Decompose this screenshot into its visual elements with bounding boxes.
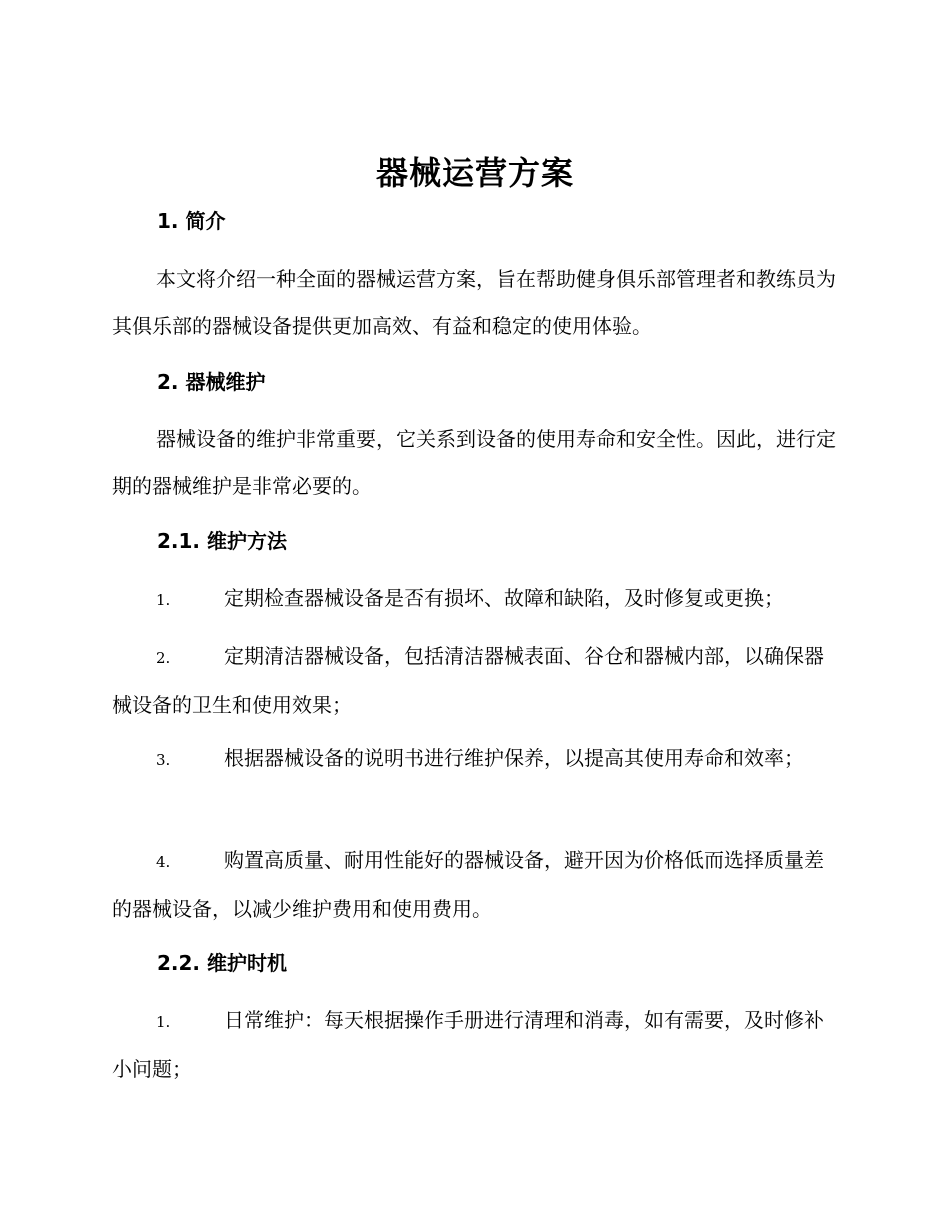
section-heading-timing: 2.2. 维护时机: [157, 951, 287, 975]
list-item-number: 2.: [156, 649, 171, 667]
intro-paragraph: 本文将介绍一种全面的器械运营方案，旨在帮助健身俱乐部管理者和教练员为其俱乐部的器械设备提供更加高效、有益和稳定的使用体验。: [112, 267, 836, 338]
list-item-number: 4.: [156, 853, 171, 871]
list-item-text: 根据器械设备的说明书进行维护保养，以提高其使用寿命和效率；: [224, 746, 804, 770]
section-heading-intro: 1. 简介: [157, 209, 226, 233]
list-item-number: 3.: [156, 751, 171, 769]
list-item-text: 定期清洁器械设备，包括清洁器械表面、谷仓和器械内部，以确保器械设备的卫生和使用效果；: [112, 644, 824, 717]
list-item: [112, 837, 842, 933]
list-item: [112, 633, 842, 729]
list-item-number: 1.: [156, 591, 171, 609]
list-item-text: 购置高质量、耐用性能好的器械设备，避开因为价格低而选择质量差的器械设备，以减少维护费用和使用费用。: [112, 848, 824, 921]
list-item-number: 1.: [156, 1013, 171, 1031]
list-item-text: 日常维护：每天根据操作手册进行清理和消毒，如有需要，及时修补小问题；: [112, 1008, 824, 1081]
page-title: 器械运营方案: [375, 154, 574, 192]
list-item: [112, 735, 842, 784]
section-heading-maintenance: 2. 器械维护: [157, 370, 266, 394]
list-item: [112, 575, 842, 624]
section-heading-methods: 2.1. 维护方法: [157, 529, 287, 553]
maintenance-paragraph: 器械设备的维护非常重要，它关系到设备的使用寿命和安全性。因此，进行定期的器械维护是非常必要的。: [112, 427, 836, 498]
list-item: [112, 997, 842, 1093]
list-item-text: 定期检查器械设备是否有损坏、故障和缺陷，及时修复或更换；: [224, 586, 784, 610]
